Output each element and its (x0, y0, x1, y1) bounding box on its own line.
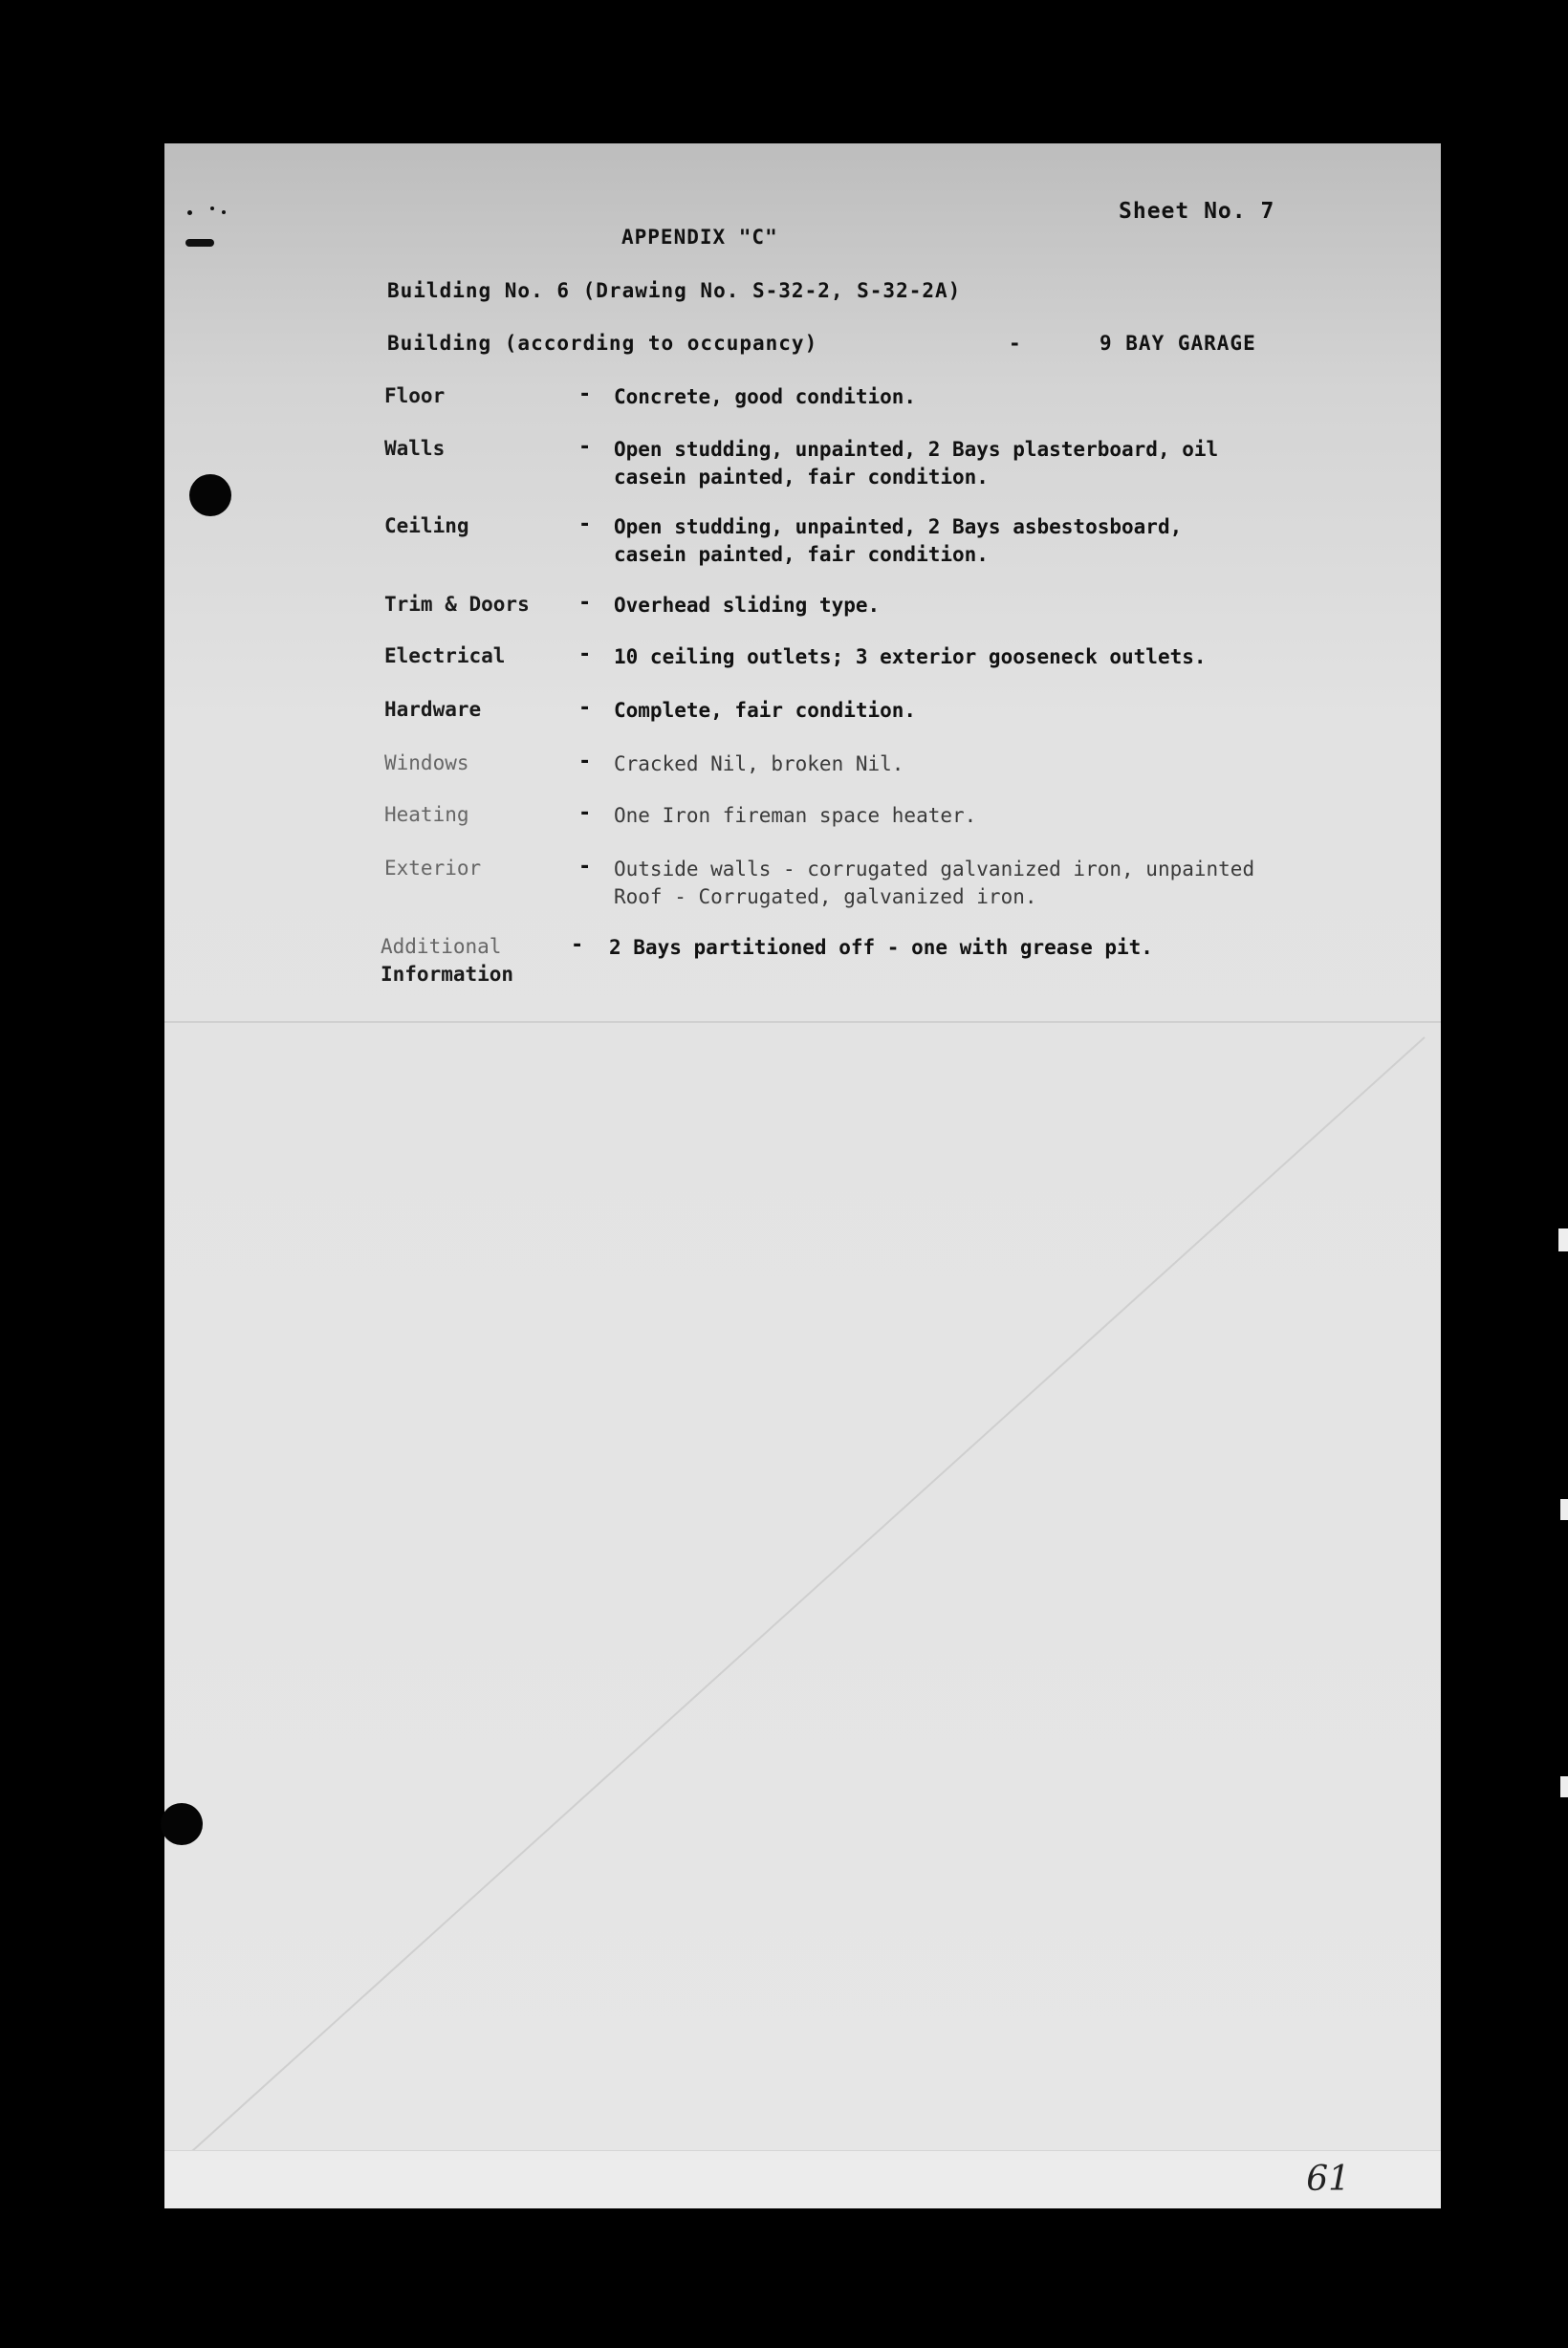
row-dash-heating: - (578, 801, 592, 825)
appendix-title: APPENDIX "C" (621, 226, 778, 249)
row-value-walls-line1: Open studding, unpainted, 2 Bays plasterboard, oil (614, 438, 1219, 461)
row-label-floor: Floor (384, 384, 446, 407)
row-label-electrical: Electrical (384, 644, 506, 667)
row-value-walls-line2: casein painted, fair condition. (614, 466, 989, 489)
right-edge-mark (1558, 1228, 1568, 1251)
row-value-windows: Cracked Nil, broken Nil. (614, 752, 904, 775)
row-label-walls: Walls (384, 437, 446, 460)
row-value-exterior-line2: Roof - Corrugated, galvanized iron. (614, 885, 1037, 908)
row-dash-electrical: - (578, 642, 592, 666)
row-label-heating: Heating (384, 803, 469, 826)
row-dash-floor: - (578, 382, 592, 406)
row-value-ceiling-line2: casein painted, fair condition. (614, 543, 989, 566)
row-label-ceiling: Ceiling (384, 514, 469, 537)
row-value-trim-doors: Overhead sliding type. (614, 594, 881, 617)
row-dash-exterior: - (578, 855, 592, 879)
row-dash-ceiling: - (578, 512, 592, 536)
punch-hole-bottom (161, 1803, 203, 1845)
row-value-hardware: Complete, fair condition. (614, 699, 917, 722)
row-value-additional: 2 Bays partitioned off - one with grease pit. (609, 936, 1153, 959)
right-edge-mark (1560, 1776, 1568, 1797)
fold-line (164, 1021, 1441, 1023)
building-number-line: Building No. 6 (Drawing No. S-32-2, S-32-2A) (387, 279, 962, 302)
row-dash-hardware: - (578, 696, 592, 720)
row-label-information: Information (381, 963, 514, 986)
row-value-floor: Concrete, good condition. (614, 385, 917, 408)
row-label-additional: Additional (381, 935, 502, 958)
right-edge-mark (1560, 1499, 1568, 1520)
row-label-hardware: Hardware (384, 698, 482, 721)
row-value-ceiling-line1: Open studding, unpainted, 2 Bays asbestosboard, (614, 515, 1183, 538)
row-label-exterior: Exterior (384, 857, 482, 880)
occupancy-label: Building (according to occupancy) (387, 332, 818, 355)
handwritten-page-mark: 61 (1306, 2160, 1350, 2199)
row-label-windows: Windows (384, 751, 469, 774)
corner-ink-marks (184, 201, 241, 258)
row-dash-walls: - (578, 435, 592, 459)
row-label-trim-doors: Trim & Doors (384, 593, 530, 616)
occupancy-value: 9 BAY GARAGE (1100, 332, 1256, 355)
row-dash-additional: - (571, 933, 584, 957)
occupancy-dash: - (1009, 332, 1022, 355)
row-value-exterior-line1: Outside walls - corrugated galvanized iron, unpainted (614, 858, 1255, 880)
sheet-number: Sheet No. 7 (1119, 199, 1275, 224)
row-dash-trim-doors: - (578, 591, 592, 615)
punch-hole-top (189, 474, 231, 516)
row-value-electrical: 10 ceiling outlets; 3 exterior gooseneck outlets. (614, 645, 1207, 668)
row-value-heating: One Iron fireman space heater. (614, 804, 977, 827)
row-dash-windows: - (578, 750, 592, 773)
bottom-strip (164, 2150, 1441, 2208)
document-page (164, 143, 1441, 2208)
